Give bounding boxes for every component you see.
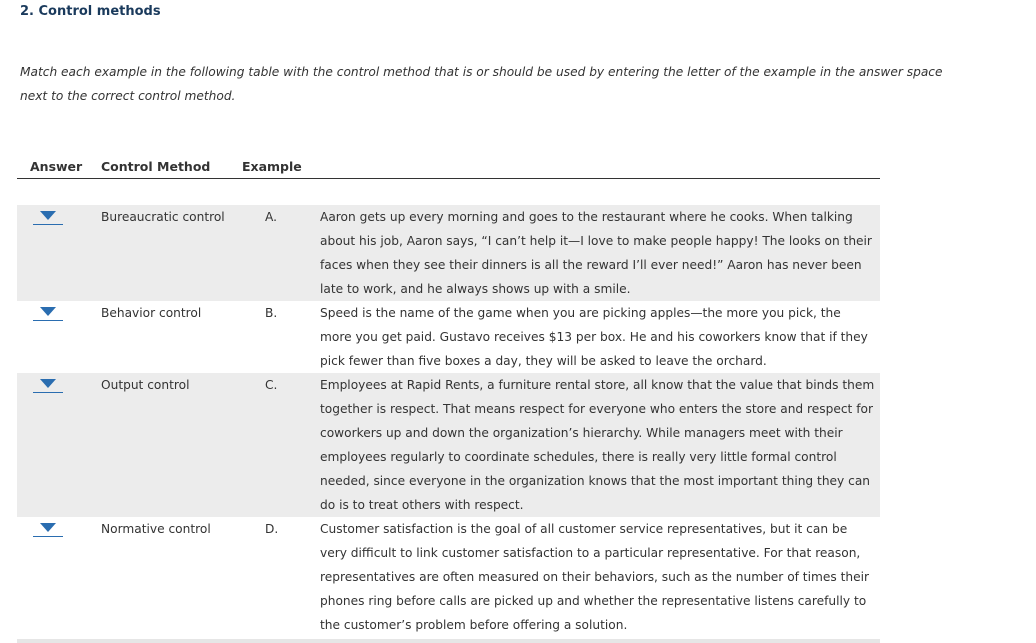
dropdown-arrow-icon	[40, 211, 56, 220]
example-text: Aaron gets up every morning and goes to the restaurant where he cooks. When talking about his job, Aaron says, “I can’t help it—I love to make people happy! The looks on their faces when they see their dinners is all the reward I’ll ever need!” Aaron has never been late to work, and he always shows up with a smile.	[320, 210, 872, 296]
header-control-method: Control Method	[101, 159, 211, 174]
table-row	[17, 373, 880, 517]
example-text: Customer satisfaction is the goal of all customer service representatives, but it can be very difficult to link customer satisfaction to a particular representative. For that reason, representatives are often measured on their behaviors, such as the number of times their phones ring before calls are picked up and whether the representative listens carefully to the customer’s problem before offering a solution.	[320, 522, 869, 632]
control-method-label: Normative control	[101, 522, 211, 536]
dropdown-arrow-icon	[40, 523, 56, 532]
answer-dropdown-1[interactable]	[33, 208, 63, 225]
answer-dropdown-4[interactable]	[33, 520, 63, 537]
control-method-label: Behavior control	[101, 306, 202, 320]
dropdown-arrow-icon	[40, 379, 56, 388]
table-row	[17, 301, 880, 373]
example-text: Speed is the name of the game when you are picking apples—the more you pick, the more you get paid. Gustavo receives $13 per box. He and his coworkers know that if they pick fewer than five boxes a day, they will be asked to leave the orchard.	[320, 306, 868, 368]
example-letter: A.	[265, 210, 277, 224]
answer-dropdown-2[interactable]	[33, 304, 63, 321]
example-letter: D.	[265, 522, 279, 536]
answer-dropdown-3[interactable]	[33, 376, 63, 393]
control-method-label: Bureaucratic control	[101, 210, 225, 224]
example-letter: C.	[265, 378, 278, 392]
question-title: 2. Control methods	[20, 4, 161, 19]
control-method-label: Output control	[101, 378, 190, 392]
instructions-text: Match each example in the following table with the control method that is or should be used by entering the letter of the example in the answer space next to the correct control method.	[20, 65, 943, 103]
table-header	[17, 155, 880, 179]
dropdown-arrow-icon	[40, 307, 56, 316]
example-text: Employees at Rapid Rents, a furniture rental store, all know that the value that binds them together is respect. That means respect for everyone who enters the store and respect for coworkers up and down the organization’s hierarchy. While managers meet with their employees regularly to coordinate schedules, there is really very little formal control needed, since everyone in the organization knows that the most important thing they can do is to treat others with respect.	[320, 378, 875, 512]
table-body	[17, 205, 880, 637]
table-bottom-divider	[17, 639, 880, 643]
header-example: Example	[242, 159, 302, 174]
table-row	[17, 517, 880, 637]
table-row	[17, 205, 880, 301]
example-letter: B.	[265, 306, 278, 320]
header-answer: Answer	[30, 159, 83, 174]
matching-table	[17, 155, 880, 632]
